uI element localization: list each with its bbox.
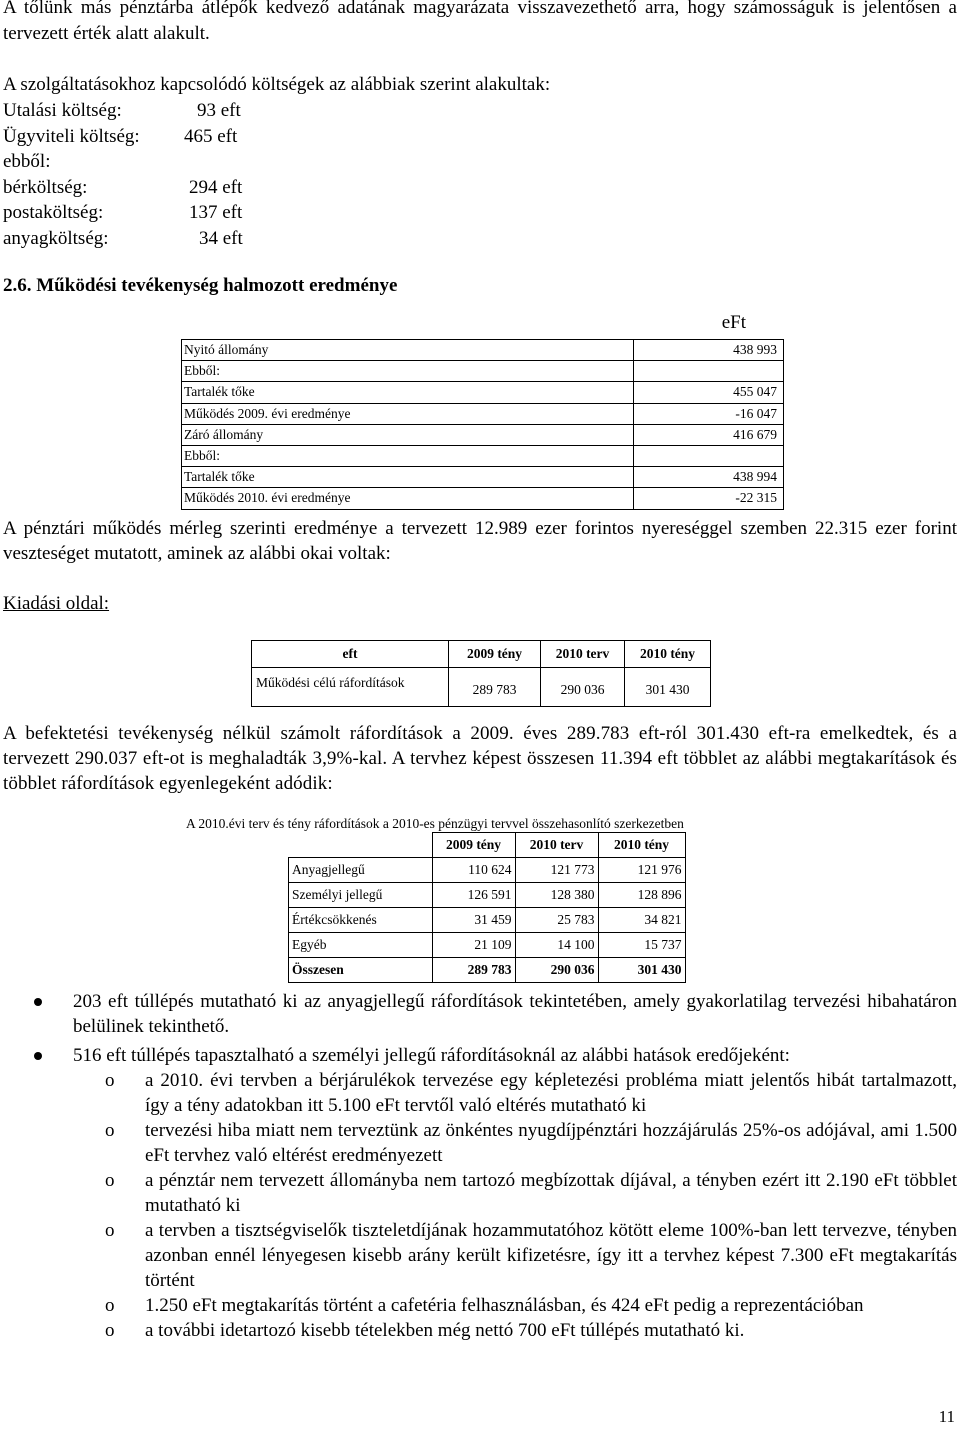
cost-value: 137 eft	[189, 202, 243, 223]
table-row	[289, 933, 686, 958]
table-row	[181, 466, 784, 487]
column-divider	[633, 425, 634, 445]
cost-value: 465 eft	[184, 125, 238, 147]
column-divider	[633, 361, 634, 381]
cost-value: 294 eft	[189, 176, 243, 198]
cost-label: Ügyviteli költség:	[3, 125, 140, 147]
table-row	[181, 360, 784, 381]
sub-bullet-marker: o	[105, 1220, 115, 1241]
header-cell: 2010 terv	[515, 833, 598, 858]
list-item	[0, 989, 957, 1039]
table-cell: 290 036	[515, 958, 598, 983]
row-value: 438 994	[733, 469, 777, 485]
table-row	[289, 883, 686, 908]
table-cell: 128 380	[515, 883, 598, 908]
row-label: Anyagjellegű	[289, 858, 433, 883]
column-divider	[633, 382, 634, 402]
cost-label: Utalási költség:	[3, 100, 122, 121]
header-cell: 2009 tény	[432, 833, 515, 858]
cost-row	[3, 150, 403, 176]
row-value: -16 047	[735, 405, 777, 421]
costs-heading: A szolgáltatásokhoz kapcsolódó költségek az alábbiak szerint alakultak:	[3, 74, 551, 95]
bullet-icon	[34, 1052, 42, 1060]
row-label: Működési célú ráfordítások	[252, 668, 449, 707]
sub-list-item-text: tervezési hiba miatt nem terveztünk az önkéntes nyugdíjpénztári hozzájárulás 25%-os adójával, ami 1.500 eFt tervhez való eltérést eredményezett	[145, 1120, 957, 1166]
expense-side-label: Kiadási oldal:	[3, 593, 110, 614]
table-row	[252, 668, 711, 707]
total-row	[289, 958, 686, 983]
header-cell: eft	[252, 641, 449, 668]
header-cell: 2010 tény	[598, 833, 685, 858]
row-label: Ebből:	[184, 363, 220, 379]
row-label: Személyi jellegű	[289, 883, 433, 908]
cost-row	[3, 227, 403, 253]
cost-value: 34 eft	[199, 227, 243, 249]
sub-bullet-marker: o	[105, 1320, 115, 1341]
sub-list-item-text: 1.250 eFt megtakarítás történt a cafetéria felhasználásban, és 424 eFt pedig a reprezentációban	[145, 1295, 864, 1316]
list-item-text: 516 eft túllépés tapasztalható a személyi jellegű ráfordításoknál az alábbi hatások eredőjeként:	[73, 1045, 790, 1066]
comparison-table	[288, 832, 686, 983]
table-cell: 14 100	[515, 933, 598, 958]
cost-row	[3, 125, 403, 151]
sub-bullet-marker: o	[105, 1070, 115, 1091]
cost-row	[3, 176, 403, 202]
cost-row	[3, 99, 403, 125]
list-item-text: 203 eft túllépés mutatható ki az anyagjellegű ráfordítások tekintetében, amely gyakorlatilag tervezési hibahatáron belülinek tekinthető.	[73, 991, 957, 1037]
expense-table	[251, 640, 711, 707]
table-cell: 31 459	[432, 908, 515, 933]
results-table	[181, 312, 784, 510]
page-number: 11	[938, 1407, 955, 1426]
table-cell: 21 109	[432, 933, 515, 958]
section-title: 2.6. Működési tevékenység halmozott eredménye	[3, 275, 398, 296]
row-value: 438 993	[733, 342, 777, 357]
investment-paragraph: A befektetési tevékenység nélkül számolt ráfordítások a 2009. éves 289.783 eft-ról 301.430 eft-ra emelkedtek, és a tervezett 290.037 eft-ot is meghaladták 3,9%-kal. A tervhez képest összesen 11.394 eft többlet az alábbi megtakarítások és többlet ráfordítások egyenlegeként adódik:	[3, 723, 957, 794]
table-row	[181, 403, 784, 424]
sub-list-item-text: a további idetartozó kisebb tételekben még nettó 700 eFt túllépés mutatható ki.	[145, 1320, 745, 1341]
header-cell: 2010 terv	[541, 641, 625, 668]
row-label: Tartalék tőke	[184, 384, 255, 400]
cost-row	[3, 201, 403, 227]
table-row	[181, 424, 784, 445]
sub-list-item	[0, 1218, 957, 1293]
row-label: Összesen	[289, 958, 433, 983]
header-cell: 2010 tény	[625, 641, 711, 668]
row-label: Ebből:	[184, 447, 220, 463]
column-divider	[633, 404, 634, 424]
table-row	[289, 858, 686, 883]
table-header-row	[289, 833, 686, 858]
result-paragraph: A pénztári működés mérleg szerinti eredménye a tervezett 12.989 ezer forintos nyereséggel szemben 22.315 ezer forint veszteséget mutatott, aminek az alábbi okai voltak:	[3, 518, 957, 564]
column-divider	[633, 488, 634, 508]
header-cell: 2009 tény	[449, 641, 541, 668]
sub-list-item-text: a 2010. évi tervben a bérjárulékok tervezése egy képletezési probléma miatt jelentős hibát tartalmazott, így a tény adatokban itt 5.100 eFt tervtől való eltérés mutatható ki	[145, 1070, 957, 1116]
sub-bullet-marker: o	[105, 1120, 115, 1141]
row-label: Értékcsökkenés	[289, 908, 433, 933]
table-cell: 121 773	[515, 858, 598, 883]
results-unit: eFt	[721, 312, 746, 333]
comparison-caption: A 2010.évi terv és tény ráfordítások a 2010-es pénzügyi tervvel összehasonlító szerkezetben	[186, 816, 684, 831]
sub-bullet-marker: o	[105, 1170, 115, 1191]
table-header-row	[252, 641, 711, 668]
cost-label: bérköltség:	[3, 176, 88, 198]
sub-list-item	[0, 1293, 957, 1318]
table-cell: 110 624	[432, 858, 515, 883]
row-label: Egyéb	[289, 933, 433, 958]
sub-list-item	[0, 1118, 957, 1168]
sub-list-item	[0, 1168, 957, 1218]
sub-bullet-marker: o	[105, 1295, 115, 1316]
table-cell: 290 036	[541, 668, 625, 707]
sub-list-item-text: a tervben a tisztségviselők tiszteletdíjának hozammutatóhoz kötött eleme 100%-ban lett tervezve, tényben azonban ennél lényegesen kisebb arány került kifizetésre, így itt a tervhez képest 7.300 eFt megtakarítás történt	[145, 1220, 957, 1291]
cost-value: 93 eft	[197, 100, 241, 121]
sub-list-item	[0, 1068, 957, 1118]
bullet-icon	[34, 998, 42, 1006]
blank-header-cell	[289, 833, 433, 858]
row-value: -22 315	[735, 490, 777, 506]
row-label: Tartalék tőke	[184, 469, 255, 485]
table-cell: 301 430	[625, 668, 711, 707]
row-label: Működés 2010. évi eredménye	[184, 490, 351, 506]
sub-list-item	[0, 1318, 957, 1343]
table-row	[181, 381, 784, 402]
intro-paragraph: A tőlünk más pénztárba átlépők kedvező adatának magyarázata visszavezethető arra, hogy számosságuk is jelentősen a tervezett érték alatt alakult.	[3, 0, 957, 44]
table-row	[181, 445, 784, 466]
row-value: 455 047	[733, 384, 777, 400]
table-cell: 128 896	[598, 883, 685, 908]
column-divider	[633, 467, 634, 487]
table-cell: 301 430	[598, 958, 685, 983]
column-divider	[633, 340, 634, 360]
cost-list	[3, 99, 403, 252]
column-divider	[633, 446, 634, 466]
table-cell: 289 783	[432, 958, 515, 983]
table-row	[181, 339, 784, 360]
table-row	[289, 908, 686, 933]
bullet-list	[0, 989, 957, 1343]
cost-label: postaköltség:	[3, 202, 104, 223]
row-value: 416 679	[733, 426, 777, 442]
table-cell: 15 737	[598, 933, 685, 958]
cost-label: anyagköltség:	[3, 227, 109, 249]
table-cell: 25 783	[515, 908, 598, 933]
cost-label: ebből:	[3, 151, 51, 172]
table-cell: 289 783	[449, 668, 541, 707]
sub-list-item-text: a pénztár nem tervezett állományba nem tartozó megbízottak díjával, a tényben ezért itt 2.190 eFt többlet mutatható ki	[145, 1170, 957, 1216]
table-row	[181, 487, 784, 509]
table-cell: 121 976	[598, 858, 685, 883]
row-label: Működés 2009. évi eredménye	[184, 405, 351, 421]
table-cell: 34 821	[598, 908, 685, 933]
table-cell: 126 591	[432, 883, 515, 908]
row-label: Záró állomány	[184, 426, 264, 442]
row-label: Nyitó állomány	[184, 342, 269, 357]
list-item	[0, 1043, 957, 1068]
